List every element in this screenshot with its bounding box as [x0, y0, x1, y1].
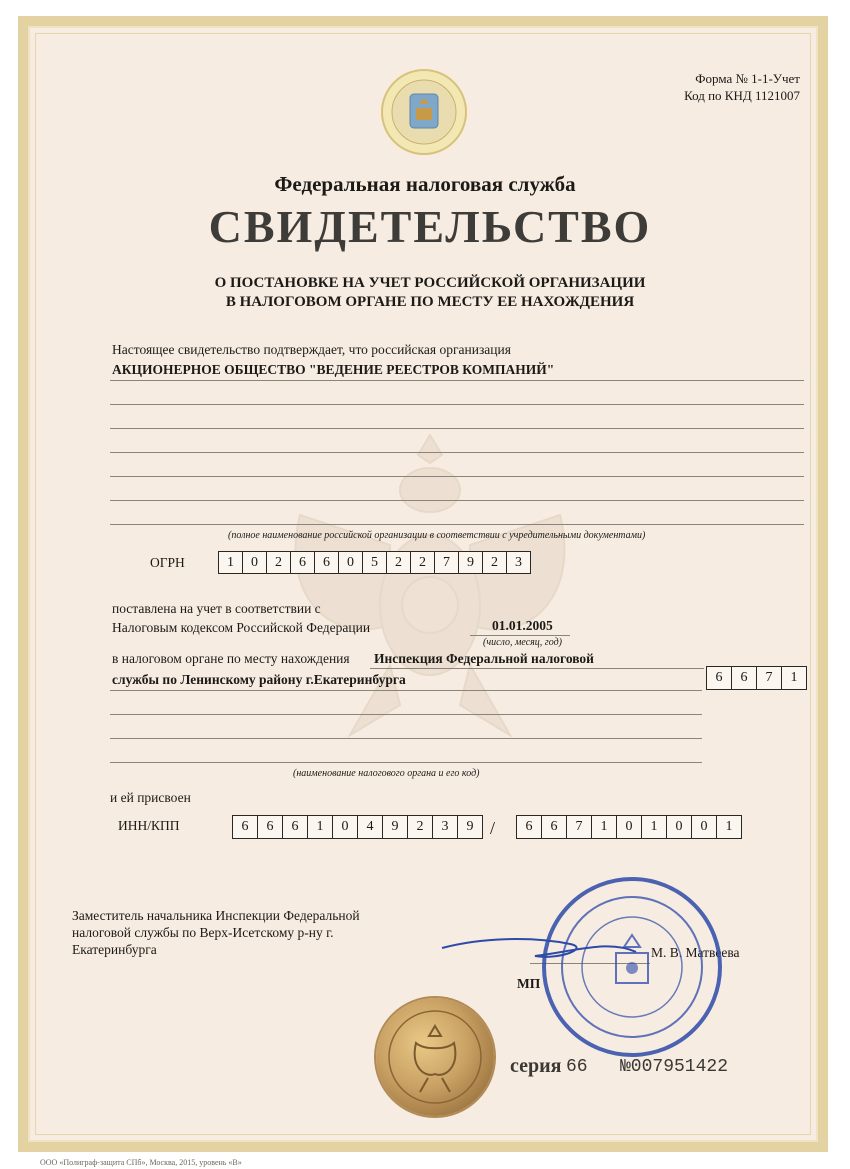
authority-intro: в налоговом органе по месту нахождения [112, 651, 350, 666]
position-line-2: налоговой службы по Верх-Исетскому р-ну г. [72, 925, 334, 940]
ogrn-digit-box: 0 [339, 552, 363, 573]
kpp-digit-box: 1 [725, 819, 733, 834]
position-line-1: Заместитель начальника Инспекции Федеральной [72, 908, 360, 923]
ogrn-digit-box: 3 [515, 554, 522, 570]
kpp-digit-box: 6 [517, 816, 542, 838]
authority-line-3 [110, 738, 702, 739]
inn-digit-box: 0 [333, 816, 358, 838]
authority-line-1 [110, 690, 702, 691]
name-line-5 [110, 476, 804, 477]
organization-intro: Настоящее свидетельство подтверждает, что российская организация [112, 342, 511, 357]
date-line [470, 635, 570, 636]
registration-date: 01.01.2005 [492, 618, 553, 633]
authority-code-digit-box: 1 [790, 670, 798, 685]
subtitle-line-1: О ПОСТАНОВКЕ НА УЧЕТ РОССИЙСКОЙ ОРГАНИЗАЦИИ [214, 275, 646, 291]
inn-digit-box: 6 [258, 816, 283, 838]
serial-series: 66 [566, 1057, 588, 1077]
document-title: СВИДЕТЕЛЬСТВО [208, 201, 652, 252]
name-line-1 [110, 380, 804, 381]
ogrn-digit-box: 7 [435, 552, 459, 573]
authority-line-0 [370, 668, 704, 669]
position-line-3: Екатеринбурга [72, 942, 157, 957]
inn-digit-box: 2 [408, 816, 433, 838]
inn-digit-box: 6 [283, 816, 308, 838]
ogrn-digit-box: 6 [291, 552, 315, 573]
authority-line-4 [110, 762, 702, 763]
agency-name: Федеральная налоговая служба [274, 172, 576, 196]
gold-hologram-seal [376, 998, 494, 1116]
registration-line-2: Налоговым кодексом Российской Федерации [112, 620, 371, 635]
authority-hint: (наименование налогового органа и его код) [293, 768, 480, 779]
form-code-block [684, 70, 800, 104]
assigned-label: и ей присвоен [110, 790, 191, 805]
inn-digit-box: 4 [358, 816, 383, 838]
subtitle-line-2: В НАЛОГОВОМ ОРГАНЕ ПО МЕСТУ ЕЕ НАХОЖДЕНИЯ [225, 294, 635, 310]
kpp-digit-box: 1 [592, 816, 617, 838]
document-subtitle [0, 274, 850, 312]
kpp-digit-box: 1 [642, 816, 667, 838]
knd-code: Код по КНД 1121007 [684, 88, 800, 103]
ogrn-digit-box: 9 [459, 552, 483, 573]
official-stamp-icon [540, 875, 725, 1060]
kpp-boxes [516, 815, 742, 839]
inn-digit-box: 9 [466, 819, 474, 834]
ogrn-boxes [218, 551, 531, 574]
ogrn-label: ОГРН [150, 555, 185, 570]
authority-name-part-1: Инспекция Федеральной налоговой [374, 651, 594, 666]
form-number: Форма № 1-1-Учет [695, 71, 800, 86]
inn-digit-box: 6 [233, 816, 258, 838]
fns-emblem-icon [380, 68, 468, 156]
name-line-7 [110, 524, 804, 525]
name-line-4 [110, 452, 804, 453]
registration-line-1: поставлена на учет в соответствии с [112, 601, 321, 616]
inn-digit-box: 9 [383, 816, 408, 838]
organization-name: АКЦИОНЕРНОЕ ОБЩЕСТВО "ВЕДЕНИЕ РЕЕСТРОВ КОМПАНИЙ" [112, 362, 555, 377]
ogrn-digit-box: 2 [387, 552, 411, 573]
authority-code-boxes [706, 666, 807, 690]
inn-kpp-label: ИНН/КПП [118, 818, 180, 833]
serial-label: серия [510, 1055, 562, 1077]
kpp-digit-box: 0 [692, 816, 717, 838]
ogrn-digit-box: 2 [483, 552, 507, 573]
signatory-position [72, 907, 360, 958]
ogrn-digit-box: 5 [363, 552, 387, 573]
printer-imprint: ООО «Полиграф-защита СПб», Москва, 2015, уровень «В» [40, 1158, 242, 1167]
inn-kpp-separator: / [490, 818, 496, 838]
kpp-digit-box: 0 [617, 816, 642, 838]
authority-code-digit-box: 6 [707, 667, 732, 689]
kpp-digit-box: 0 [667, 816, 692, 838]
ogrn-digit-box: 6 [315, 552, 339, 573]
name-line-6 [110, 500, 804, 501]
gold-eagle-icon [376, 998, 494, 1116]
authority-name-part-2: службы по Ленинскому району г.Екатеринбурга [112, 672, 406, 687]
date-hint: (число, месяц, год) [483, 637, 562, 648]
name-line-2 [110, 404, 804, 405]
ogrn-digit-box: 0 [243, 552, 267, 573]
name-line-3 [110, 428, 804, 429]
authority-code-digit-box: 7 [757, 667, 782, 689]
inn-digit-box: 1 [308, 816, 333, 838]
inn-digit-box: 3 [433, 816, 458, 838]
kpp-digit-box: 7 [567, 816, 592, 838]
mp-label: МП [517, 976, 541, 991]
signatory-name: М. В. Матвеева [651, 945, 740, 960]
organization-name-hint: (полное наименование российской организации в соответствии с учредительными документами) [228, 530, 646, 541]
ogrn-digit-box: 1 [219, 552, 243, 573]
kpp-digit-box: 6 [542, 816, 567, 838]
serial-number: №007951422 [620, 1057, 729, 1077]
ogrn-digit-box: 2 [267, 552, 291, 573]
ogrn-digit-box: 2 [411, 552, 435, 573]
authority-line-2 [110, 714, 702, 715]
authority-code-digit-box: 6 [732, 667, 757, 689]
inn-boxes [232, 815, 483, 839]
